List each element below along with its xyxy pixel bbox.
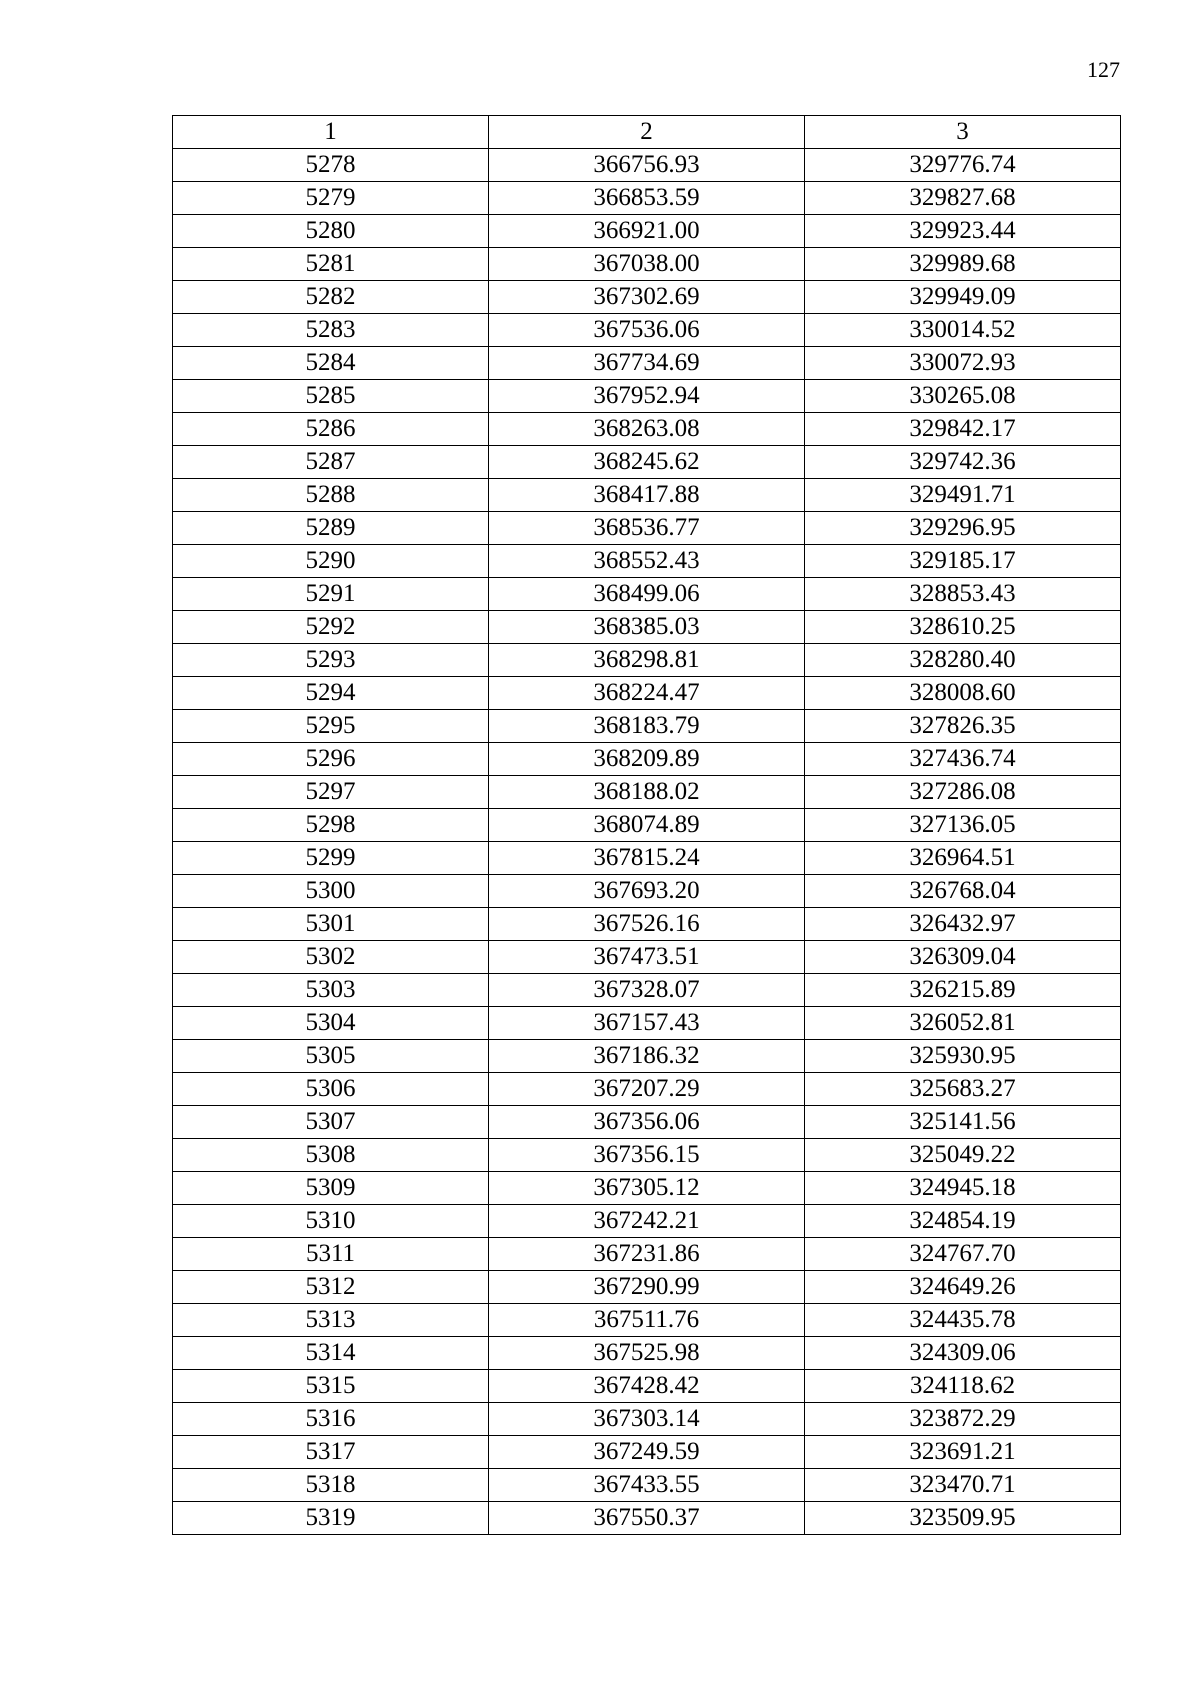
table-row (173, 875, 1121, 908)
x-coordinate-cell: 366853.59 (489, 182, 805, 215)
table-row (173, 545, 1121, 578)
table-row (173, 1502, 1121, 1535)
table-row (173, 1139, 1121, 1172)
point-number-cell: 5284 (173, 347, 489, 380)
point-number-cell: 5282 (173, 281, 489, 314)
point-number-cell: 5307 (173, 1106, 489, 1139)
header-row (173, 116, 1121, 149)
table-row (173, 908, 1121, 941)
x-coordinate-cell: 367525.98 (489, 1337, 805, 1370)
table-row (173, 380, 1121, 413)
column-header-2: 2 (489, 116, 805, 149)
y-coordinate-cell: 329923.44 (805, 215, 1121, 248)
x-coordinate-cell: 367952.94 (489, 380, 805, 413)
y-coordinate-cell: 330072.93 (805, 347, 1121, 380)
x-coordinate-cell: 367433.55 (489, 1469, 805, 1502)
y-coordinate-cell: 326768.04 (805, 875, 1121, 908)
y-coordinate-cell: 324309.06 (805, 1337, 1121, 1370)
page-number: 127 (1087, 57, 1120, 82)
y-coordinate-cell: 324649.26 (805, 1271, 1121, 1304)
table-row (173, 578, 1121, 611)
y-coordinate-cell: 329776.74 (805, 149, 1121, 182)
table-body (173, 149, 1121, 1535)
point-number-cell: 5287 (173, 446, 489, 479)
point-number-cell: 5303 (173, 974, 489, 1007)
table-row (173, 842, 1121, 875)
point-number-cell: 5283 (173, 314, 489, 347)
y-coordinate-cell: 329185.17 (805, 545, 1121, 578)
table-row (173, 1040, 1121, 1073)
point-number-cell: 5312 (173, 1271, 489, 1304)
x-coordinate-cell: 367356.06 (489, 1106, 805, 1139)
point-number-cell: 5310 (173, 1205, 489, 1238)
point-number-cell: 5296 (173, 743, 489, 776)
table-row (173, 974, 1121, 1007)
x-coordinate-cell: 367550.37 (489, 1502, 805, 1535)
x-coordinate-cell: 368536.77 (489, 512, 805, 545)
point-number-cell: 5297 (173, 776, 489, 809)
x-coordinate-cell: 367249.59 (489, 1436, 805, 1469)
point-number-cell: 5298 (173, 809, 489, 842)
table-row (173, 1370, 1121, 1403)
y-coordinate-cell: 324945.18 (805, 1172, 1121, 1205)
y-coordinate-cell: 329827.68 (805, 182, 1121, 215)
x-coordinate-cell: 368298.81 (489, 644, 805, 677)
table-row (173, 1238, 1121, 1271)
y-coordinate-cell: 324767.70 (805, 1238, 1121, 1271)
x-coordinate-cell: 367157.43 (489, 1007, 805, 1040)
x-coordinate-cell: 367207.29 (489, 1073, 805, 1106)
y-coordinate-cell: 328008.60 (805, 677, 1121, 710)
x-coordinate-cell: 367302.69 (489, 281, 805, 314)
x-coordinate-cell: 368188.02 (489, 776, 805, 809)
x-coordinate-cell: 368224.47 (489, 677, 805, 710)
x-coordinate-cell: 367242.21 (489, 1205, 805, 1238)
y-coordinate-cell: 324435.78 (805, 1304, 1121, 1337)
y-coordinate-cell: 329949.09 (805, 281, 1121, 314)
y-coordinate-cell: 326052.81 (805, 1007, 1121, 1040)
x-coordinate-cell: 368183.79 (489, 710, 805, 743)
table-row (173, 1106, 1121, 1139)
y-coordinate-cell: 330014.52 (805, 314, 1121, 347)
y-coordinate-cell: 325141.56 (805, 1106, 1121, 1139)
y-coordinate-cell: 326432.97 (805, 908, 1121, 941)
y-coordinate-cell: 327286.08 (805, 776, 1121, 809)
table-row (173, 314, 1121, 347)
x-coordinate-cell: 367511.76 (489, 1304, 805, 1337)
point-number-cell: 5291 (173, 578, 489, 611)
y-coordinate-cell: 329742.36 (805, 446, 1121, 479)
y-coordinate-cell: 330265.08 (805, 380, 1121, 413)
y-coordinate-cell: 325930.95 (805, 1040, 1121, 1073)
table-header (173, 116, 1121, 149)
y-coordinate-cell: 328853.43 (805, 578, 1121, 611)
point-number-cell: 5309 (173, 1172, 489, 1205)
point-number-cell: 5318 (173, 1469, 489, 1502)
table-row (173, 1073, 1121, 1106)
x-coordinate-cell: 367473.51 (489, 941, 805, 974)
x-coordinate-cell: 367734.69 (489, 347, 805, 380)
point-number-cell: 5314 (173, 1337, 489, 1370)
x-coordinate-cell: 367186.32 (489, 1040, 805, 1073)
table-row (173, 215, 1121, 248)
point-number-cell: 5311 (173, 1238, 489, 1271)
x-coordinate-cell: 367038.00 (489, 248, 805, 281)
x-coordinate-cell: 368245.62 (489, 446, 805, 479)
y-coordinate-cell: 323509.95 (805, 1502, 1121, 1535)
point-number-cell: 5299 (173, 842, 489, 875)
y-coordinate-cell: 326215.89 (805, 974, 1121, 1007)
table-row (173, 413, 1121, 446)
table-row (173, 1271, 1121, 1304)
x-coordinate-cell: 368499.06 (489, 578, 805, 611)
y-coordinate-cell: 327136.05 (805, 809, 1121, 842)
point-number-cell: 5281 (173, 248, 489, 281)
table-row (173, 1205, 1121, 1238)
point-number-cell: 5289 (173, 512, 489, 545)
y-coordinate-cell: 328610.25 (805, 611, 1121, 644)
x-coordinate-cell: 368552.43 (489, 545, 805, 578)
table-row (173, 644, 1121, 677)
point-number-cell: 5305 (173, 1040, 489, 1073)
x-coordinate-cell: 368209.89 (489, 743, 805, 776)
point-number-cell: 5315 (173, 1370, 489, 1403)
table-row (173, 743, 1121, 776)
point-number-cell: 5301 (173, 908, 489, 941)
table-row (173, 710, 1121, 743)
y-coordinate-cell: 329842.17 (805, 413, 1121, 446)
table-row (173, 1007, 1121, 1040)
y-coordinate-cell: 323691.21 (805, 1436, 1121, 1469)
point-number-cell: 5280 (173, 215, 489, 248)
column-header-3: 3 (805, 116, 1121, 149)
x-coordinate-cell: 367526.16 (489, 908, 805, 941)
table-row (173, 512, 1121, 545)
table-row (173, 1469, 1121, 1502)
y-coordinate-cell: 323470.71 (805, 1469, 1121, 1502)
table-row (173, 446, 1121, 479)
y-coordinate-cell: 329296.95 (805, 512, 1121, 545)
table-row (173, 677, 1121, 710)
y-coordinate-cell: 324854.19 (805, 1205, 1121, 1238)
x-coordinate-cell: 368417.88 (489, 479, 805, 512)
point-number-cell: 5294 (173, 677, 489, 710)
x-coordinate-cell: 367303.14 (489, 1403, 805, 1436)
x-coordinate-cell: 367290.99 (489, 1271, 805, 1304)
table-row (173, 149, 1121, 182)
point-number-cell: 5285 (173, 380, 489, 413)
y-coordinate-cell: 327826.35 (805, 710, 1121, 743)
point-number-cell: 5302 (173, 941, 489, 974)
x-coordinate-cell: 367305.12 (489, 1172, 805, 1205)
table-row (173, 1436, 1121, 1469)
table-row (173, 941, 1121, 974)
table-row (173, 611, 1121, 644)
table-row (173, 479, 1121, 512)
table-row (173, 776, 1121, 809)
y-coordinate-cell: 325049.22 (805, 1139, 1121, 1172)
point-number-cell: 5286 (173, 413, 489, 446)
x-coordinate-cell: 366921.00 (489, 215, 805, 248)
table-row (173, 182, 1121, 215)
x-coordinate-cell: 367536.06 (489, 314, 805, 347)
point-number-cell: 5308 (173, 1139, 489, 1172)
point-number-cell: 5304 (173, 1007, 489, 1040)
y-coordinate-cell: 327436.74 (805, 743, 1121, 776)
y-coordinate-cell: 325683.27 (805, 1073, 1121, 1106)
table-row (173, 1172, 1121, 1205)
table-row (173, 347, 1121, 380)
point-number-cell: 5292 (173, 611, 489, 644)
point-number-cell: 5316 (173, 1403, 489, 1436)
x-coordinate-cell: 368385.03 (489, 611, 805, 644)
point-number-cell: 5290 (173, 545, 489, 578)
y-coordinate-cell: 324118.62 (805, 1370, 1121, 1403)
point-number-cell: 5300 (173, 875, 489, 908)
point-number-cell: 5278 (173, 149, 489, 182)
y-coordinate-cell: 326309.04 (805, 941, 1121, 974)
x-coordinate-cell: 366756.93 (489, 149, 805, 182)
table-row (173, 281, 1121, 314)
table-row (173, 1304, 1121, 1337)
point-number-cell: 5306 (173, 1073, 489, 1106)
x-coordinate-cell: 367815.24 (489, 842, 805, 875)
x-coordinate-cell: 367428.42 (489, 1370, 805, 1403)
y-coordinate-cell: 323872.29 (805, 1403, 1121, 1436)
y-coordinate-cell: 328280.40 (805, 644, 1121, 677)
x-coordinate-cell: 367693.20 (489, 875, 805, 908)
point-number-cell: 5293 (173, 644, 489, 677)
table-row (173, 809, 1121, 842)
table-row (173, 1337, 1121, 1370)
coordinates-table (172, 115, 1121, 1535)
point-number-cell: 5295 (173, 710, 489, 743)
table-row (173, 1403, 1121, 1436)
table-row (173, 248, 1121, 281)
y-coordinate-cell: 329989.68 (805, 248, 1121, 281)
point-number-cell: 5288 (173, 479, 489, 512)
x-coordinate-cell: 368074.89 (489, 809, 805, 842)
point-number-cell: 5279 (173, 182, 489, 215)
x-coordinate-cell: 368263.08 (489, 413, 805, 446)
y-coordinate-cell: 326964.51 (805, 842, 1121, 875)
x-coordinate-cell: 367328.07 (489, 974, 805, 1007)
point-number-cell: 5319 (173, 1502, 489, 1535)
x-coordinate-cell: 367356.15 (489, 1139, 805, 1172)
point-number-cell: 5317 (173, 1436, 489, 1469)
point-number-cell: 5313 (173, 1304, 489, 1337)
y-coordinate-cell: 329491.71 (805, 479, 1121, 512)
x-coordinate-cell: 367231.86 (489, 1238, 805, 1271)
column-header-1: 1 (173, 116, 489, 149)
